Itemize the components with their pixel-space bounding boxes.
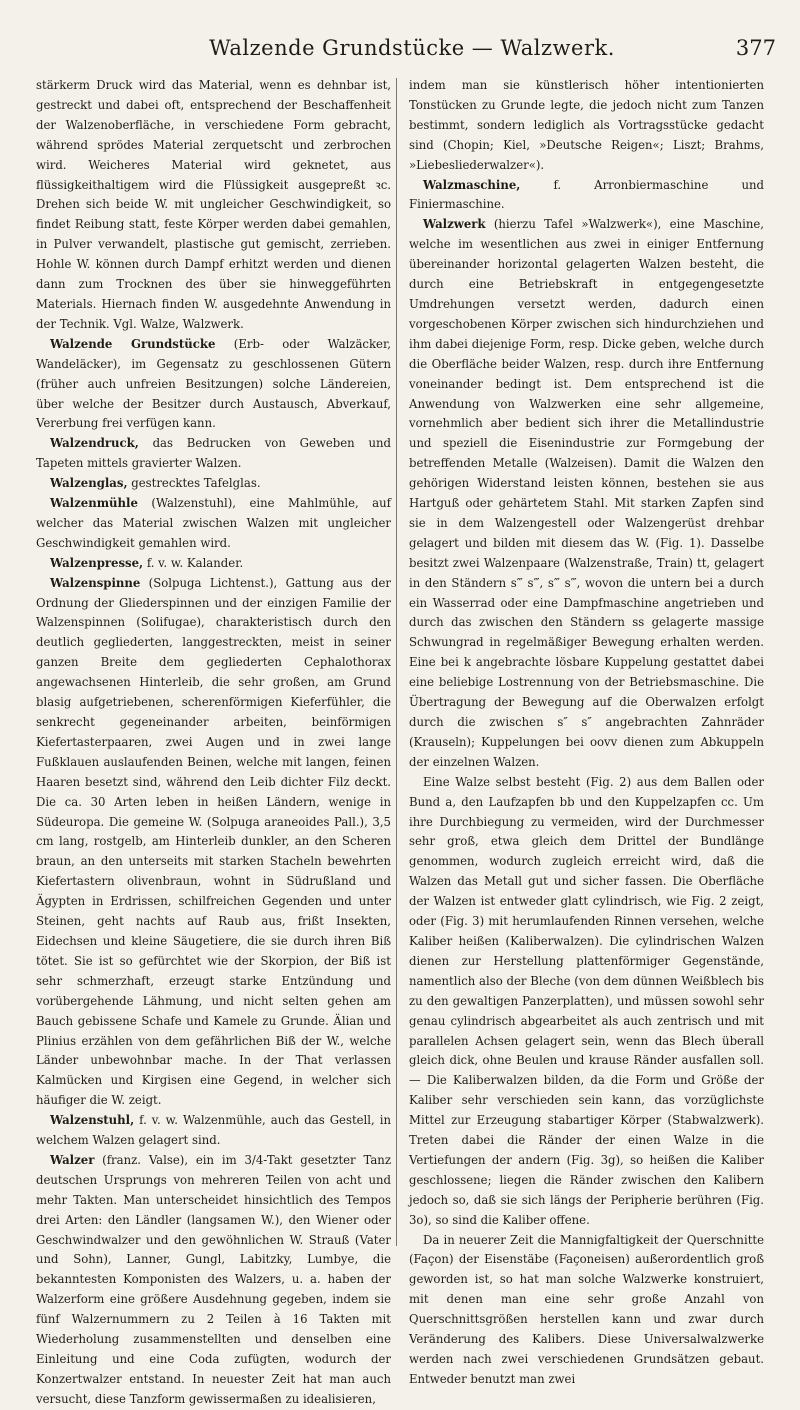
entry-text: (franz. Valse), ein im 3/4-Takt gesetzter Tanz deutschen Ursprungs von mehreren Teilen von acht und mehr Takten. Man unterscheidet hinsichtlich des Tempos drei Arten: den Ländler (langsamen W.), den Wiener oder Geschwindwalzer und den gewöhnlichen W. Strauß (Vater und Sohn), Lanner, Gungl, Labitzky, Lumbye, die bekanntesten Komponisten des Walzers, u. a. haben der Walzerform eine größere Ausdehnung gegeben, indem sie fünf Walzernummern zu 2 Teilen à 16 Takten mit Wiederholung zusammenstellten und denselben eine Einleitung und eine Coda zufügten, wodurch der Konzertwalzer entstand. In neuester Zeit hat man auch versucht, diese Tanzform gewissermaßen zu idealisieren, (36, 1152, 391, 1406)
paragraph (409, 773, 764, 1231)
right-column (409, 76, 764, 1390)
entry-text: stärkerm Druck wird das Material, wenn es dehnbar ist, gestreckt und dabei oft, entsprechend der Beschaffenheit der Walzenoberfläche, in verschiedene Form gebracht, während sprödes Material zerquetscht und zerbrochen wird. Weicheres Material wird geknetet, aus flüssigkeithaltigem wird die Flüssigkeit ausgepreßt ꝛc. Drehen sich beide W. mit ungleicher Geschwindigkeit, so findet Reibung statt, feste Körper werden dabei gemahlen, in Pulver verwandelt, plastische gut gemischt, zerrieben. Hohle W. können durch Dampf erhitzt werden und dienen dann zum Trocknen des über sie hinweggeführten Materials. Hiernach finden W. ausgedehnte Anwendung in der Technik. Vgl. Walze, Walzwerk. (36, 78, 391, 331)
entry-text: indem man sie künstlerisch höher intentionierten Tonstücken zu Grunde legte, die jedoch nicht zum Tanzen bestimmt, sondern lediglich als Vortragsstücke gedacht sind (Chopin; Kiel, »Deutsche Reigen«; Liszt; Brahms, »Liebesliederwalzer«). (409, 78, 764, 172)
entry-text: f. Arronbiermaschine und Finiermaschine. (409, 177, 764, 212)
entry-text: f. v. w. Walzenmühle, auch das Gestell, in welchem Walzen gelagert sind. (36, 1113, 391, 1148)
entry-text: Da in neuerer Zeit die Mannigfaltigkeit der Querschnitte (Façon) der Eisenstäbe (Façoneisen) außerordentlich groß geworden ist, so hat man solche Walzwerke konstruiert, mit denen man eine sehr große Anzahl von Querschnittsgrößen herstellen kann und zwar durch Veränderung des Kalibers. Diese Universalwalzwerke werden nach zwei verschiedenen Grundsätzen gebaut. Entweder benutzt man zwei (409, 1232, 764, 1386)
entry-headword: Walzenglas, (50, 476, 128, 491)
column-divider (396, 78, 397, 1246)
paragraph (36, 76, 391, 335)
entry-headword: Walzwerk (423, 217, 486, 232)
entry-headword: Walzenmühle (50, 496, 138, 511)
entry-headword: Walzenstuhl, (50, 1113, 135, 1128)
entry-headword: Walzenspinne (50, 575, 141, 590)
entry-text: f. v. w. Kalander. (143, 555, 244, 570)
dictionary-entry (36, 1151, 391, 1410)
running-head: Walzende Grundstücke — Walzwerk. (209, 36, 615, 60)
dictionary-entry (36, 494, 391, 554)
dictionary-entry (36, 434, 391, 474)
entry-headword: Walzendruck, (50, 436, 139, 451)
page-number: 377 (735, 36, 776, 60)
dictionary-entry (36, 554, 391, 574)
entry-text: (hierzu Tafel »Walzwerk«), eine Maschine, welche im wesentlichen aus zwei in einiger Entfernung übereinander horizontal gelagerten Walzen besteht, die durch eine Betriebskraft in entgegengesetzte Umdrehungen versetzt werden, dadurch einen vorgeschobenen Körper zwischen sich hindurchziehen und ihm dabei diejenige Form, resp. Dicke geben, welche durch die Oberfläche beider Walzen, resp. durch ihre Entfernung voneinander bedingt ist. Dem entsprechend ist die Anwendung von Walzwerken eine sehr allgemeine, vornehmlich aber bedient sich ihrer die Metallindustrie und speziell die Eisenindustrie zur Formgebung der betreffenden Metalle (Walzeisen). Damit die Walzen den gehörigen Widerstand leisten können, bestehen sie aus Hartguß oder gehärtetem Stahl. Mit starken Zapfen sind sie in dem Walzengestell oder Walzengerüst drehbar gelagert und bilden mit diesem das W. (Fig. 1). Dasselbe besitzt zwei Walzenpaare (Walzenstraße, Train) tt, gelagert in den Ständern s‴ s‴, s‴ s‴, wovon die untern bei a durch ein Wasserrad oder eine Dampfmaschine angetrieben und durch das zwischen den Ständern ss gelagerte massige Schwungrad in regelmäßiger Bewegung erhalten werden. Eine bei k angebrachte lösbare Kuppelung gestattet dabei eine beliebige Lostrennung von der Betriebsmaschine. Die Übertragung der Bewegung auf die Oberwalzen erfolgt durch die zwischen s″ s″ angebrachten Zahnräder (Krauseln); Kuppelungen bei oovv dienen zum Abkuppeln der einzelnen Walzen. (409, 217, 764, 769)
paragraph (409, 76, 764, 176)
entry-text: (Walzenstuhl), eine Mahlmühle, auf welcher das Material zwischen Walzen mit ungleicher Geschwindigkeit gemahlen wird. (36, 496, 391, 550)
entry-text: gestrecktes Tafelglas. (127, 476, 261, 491)
entry-text: (Solpuga Lichtenst.), Gattung aus der Ordnung der Gliederspinnen und der einzigen Familie der Walzenspinnen (Solifugae), charakteristisch durch den deutlich gegliederten, langgestreckten, meist in seiner ganzen Breite dem gegliederten Cephalothorax angewachsenen Hinterleib, die sehr großen, am Grund blasig aufgetriebenen, scherenförmigen Kieferfühler, die senkrecht gegeneinander arbeiten, beinförmigen Kiefertasterpaaren, zwei Augen und in zwei lange Fußklauen auslaufenden Beinen, welche mit langen, feinen Haaren besetzt sind, während den Leib dichter Filz deckt. Die ca. 30 Arten leben in heißen Ländern, wenige in Südeuropa. Die gemeine W. (Solpuga araneoides Pall.), 3,5 cm lang, rostgelb, am Hinterleib dunkler, an den Scheren braun, an den unterseits mit starken Stacheln bewehrten Kiefertastern olivenbraun, wohnt in Südrußland und Ägypten in Erdrissen, schilfreichen Gegenden und unter Steinen, geht nachts auf Raub aus, frißt Insekten, Eidechsen und kleine Säugetiere, die sie durch ihren Biß tötet. Sie ist so gefürchtet wie der Skorpion, der Biß ist sehr schmerzhaft, erzeugt starke Entzündung und vorübergehende Lähmung, und nicht selten gehen am Bauch gebissene Schafe und Kamele zu Grunde. Älian und Plinius erzählen von dem gefährlichen Biß der W., welche Länder unbewohnbar mache. In der That verlassen Kalmücken und Kirgisen eine Gegend, in welcher sich häufiger die W. zeigt. (36, 575, 391, 1108)
entry-headword: Walzmaschine, (423, 177, 521, 192)
entry-text: Eine Walze selbst besteht (Fig. 2) aus dem Ballen oder Bund a, den Laufzapfen bb und den Kuppelzapfen cc. Um ihre Durchbiegung zu vermeiden, wird der Durchmesser sehr groß, etwa gleich dem Drittel der Bundlänge genommen, wodurch zugleich erreicht wird, daß die Walzen das Metall gut und sicher fassen. Die Oberfläche der Walzen ist entweder glatt cylindrisch, wie Fig. 2 zeigt, oder (Fig. 3) mit herumlaufenden Rinnen versehen, welche Kaliber heißen (Kaliberwalzen). Die cylindrischen Walzen dienen zur Herstellung plattenförmiger Gegenstände, namentlich also der Bleche (von dem dünnen Weißblech bis zu den gewaltigen Panzerplatten), und müssen sowohl sehr genau cylindrisch abgearbeitet als auch zentrisch und mit parallelen Achsen gelagert sein, wenn das Blech überall gleich dick, ohne Beulen und krause Ränder ausfallen soll. — Die Kaliberwalzen bilden, da die Form und Größe der Kaliber sehr verschieden sein kann, das vorzüglichste Mittel zur Erzeugung stabartiger Körper (Stabwalzwerk). Treten dabei die Ränder der einen Walze in die Vertiefungen der andern (Fig. 3g), so heißen die Kaliber geschlossene; liegen die Ränder zwischen den Kalibern jedoch so, daß sie sich längs der Peripherie berühren (Fig. 3o), so sind die Kaliber offene. (409, 774, 764, 1227)
paragraph (409, 1231, 764, 1390)
entry-text: (Erb- oder Walzäcker, Wandeläcker), im Gegensatz zu geschlossenen Gütern (früher auch unfreien Besitzungen) solche Ländereien, über welche der Besitzer durch Austausch, Abverkauf, Vererbung frei verfügen kann. (36, 336, 391, 431)
left-column (36, 76, 391, 1410)
dictionary-entry (36, 574, 391, 1111)
entry-text: das Bedrucken von Geweben und Tapeten mittels gravierter Walzen. (36, 436, 391, 471)
dictionary-entry (36, 1111, 391, 1151)
dictionary-entry (409, 176, 764, 216)
dictionary-entry (409, 215, 764, 772)
dictionary-entry (36, 474, 391, 494)
dictionary-entry (36, 335, 391, 435)
entry-headword: Walzende Grundstücke (50, 336, 216, 351)
entry-headword: Walzenpresse, (50, 555, 144, 570)
entry-headword: Walzer (50, 1152, 95, 1167)
page-header (48, 36, 776, 66)
